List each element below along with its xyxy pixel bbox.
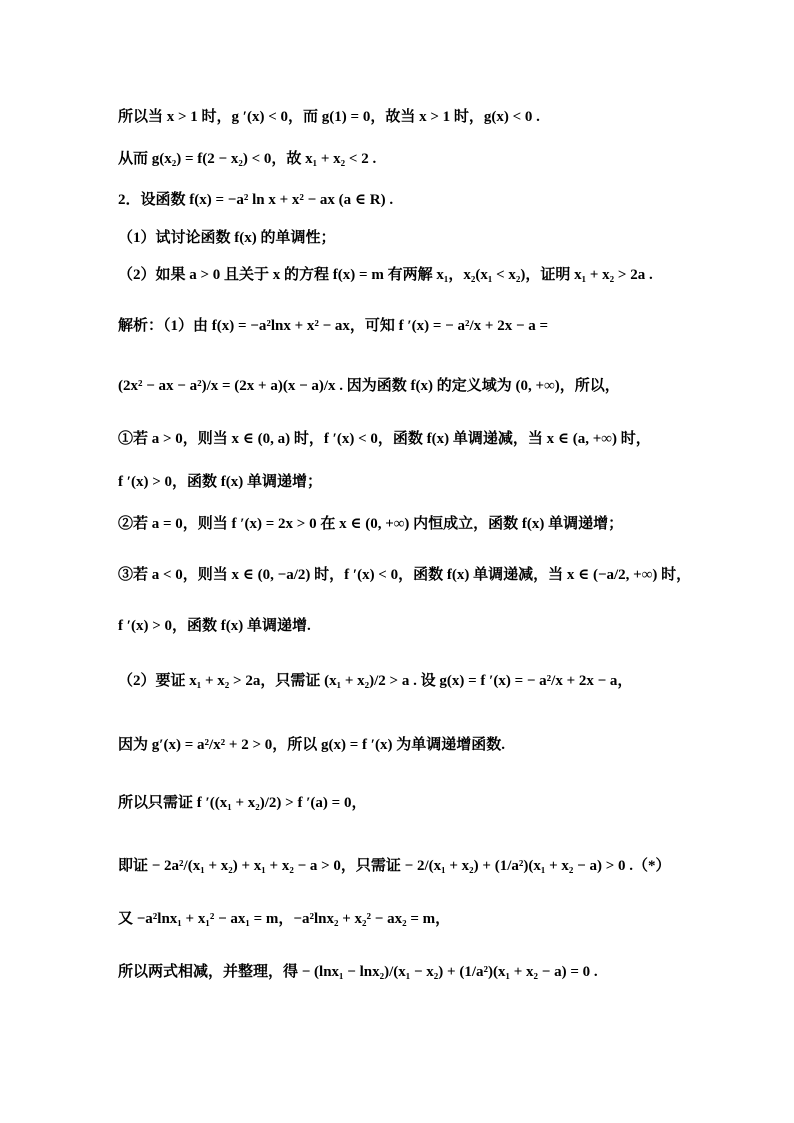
problem-2-part-1 [118, 229, 734, 247]
line-text: 2．设函数 f(x) = −a² ln x + x² − ax (a ∈ R) . [118, 192, 394, 208]
part-2-line-6 [118, 963, 734, 981]
case-2-line [118, 515, 734, 533]
solution-line-1 [118, 317, 734, 335]
line-text: 所以只需证 f ′((x₁ + x₂)/2) > f ′(a) = 0， [118, 795, 367, 811]
problem-2-statement [118, 191, 734, 209]
part-2-line-1 [118, 672, 734, 690]
line-text: 即证 − 2a²/(x₁ + x₂) + x₁ + x₂ − a > 0，只需证 − 2/(x₁ + x₂) + (1/a²)(x₁ + x₂ − a) > 0 .（*） [118, 858, 671, 874]
line-text: 因为 g′(x) = a²/x² + 2 > 0，所以 g(x) = f ′(x) 为单调递增函数. [118, 737, 506, 753]
case-3-line-2 [118, 617, 734, 635]
part-2-line-4 [118, 857, 734, 875]
line-text: （2）如果 a > 0 且关于 x 的方程 f(x) = m 有两解 x₁，x₂(x₁ < x₂)，证明 x₁ + x₂ > 2a . [118, 267, 653, 283]
line-text: (2x² − ax − a²)/x = (2x + a)(x − a)/x . 因为函数 f(x) 的定义域为 (0, +∞)，所以， [118, 378, 620, 394]
solution-line-2 [118, 377, 734, 395]
case-1-line-1 [118, 430, 734, 448]
part-2-line-3 [118, 794, 734, 812]
part-2-line-2 [118, 736, 734, 754]
problem-2-part-2 [118, 266, 734, 284]
line-text: （2）要证 x₁ + x₂ > 2a，只需证 (x₁ + x₂)/2 > a . 设 g(x) = f ′(x) = − a²/x + 2x − a， [118, 673, 633, 689]
line-text: （1）试讨论函数 f(x) 的单调性； [118, 230, 336, 246]
part-2-line-5 [118, 910, 734, 928]
case-1-line-2 [118, 473, 734, 491]
line-text: f ′(x) > 0，函数 f(x) 单调递增； [118, 474, 322, 490]
line-text: 所以当 x > 1 时，g ′(x) < 0，而 g(1) = 0，故当 x > 1 时，g(x) < 0 . [118, 109, 540, 125]
line-text: f ′(x) > 0，函数 f(x) 单调递增. [118, 618, 311, 634]
line-text: 又 −a²lnx₁ + x₁² − ax₁ = m，−a²lnx₂ + x₂² − ax₂ = m， [118, 911, 451, 927]
text-line-2 [118, 150, 734, 168]
line-text: 解析：（1）由 f(x) = −a²lnx + x² − ax，可知 f ′(x) = − a²/x + 2x − a = [118, 318, 549, 334]
line-text: 所以两式相减，并整理，得 − (lnx₁ − lnx₂)/(x₁ − x₂) + (1/a²)(x₁ + x₂ − a) = 0 . [118, 964, 598, 980]
line-text: 从而 g(x₂) = f(2 − x₂) < 0，故 x₁ + x₂ < 2 . [118, 151, 377, 167]
line-text: ②若 a = 0，则当 f ′(x) = 2x > 0 在 x ∈ (0, +∞) 内恒成立，函数 f(x) 单调递增； [118, 516, 624, 532]
text-line-1 [118, 108, 734, 126]
line-text: ③若 a < 0，则当 x ∈ (0, −a/2) 时，f ′(x) < 0，函数 f(x) 单调递减，当 x ∈ (−a/2, +∞) 时， [118, 567, 692, 583]
line-text: ①若 a > 0，则当 x ∈ (0, a) 时，f ′(x) < 0，函数 f(x) 单调递减，当 x ∈ (a, +∞) 时， [118, 431, 651, 447]
case-3-line-1 [118, 566, 734, 584]
